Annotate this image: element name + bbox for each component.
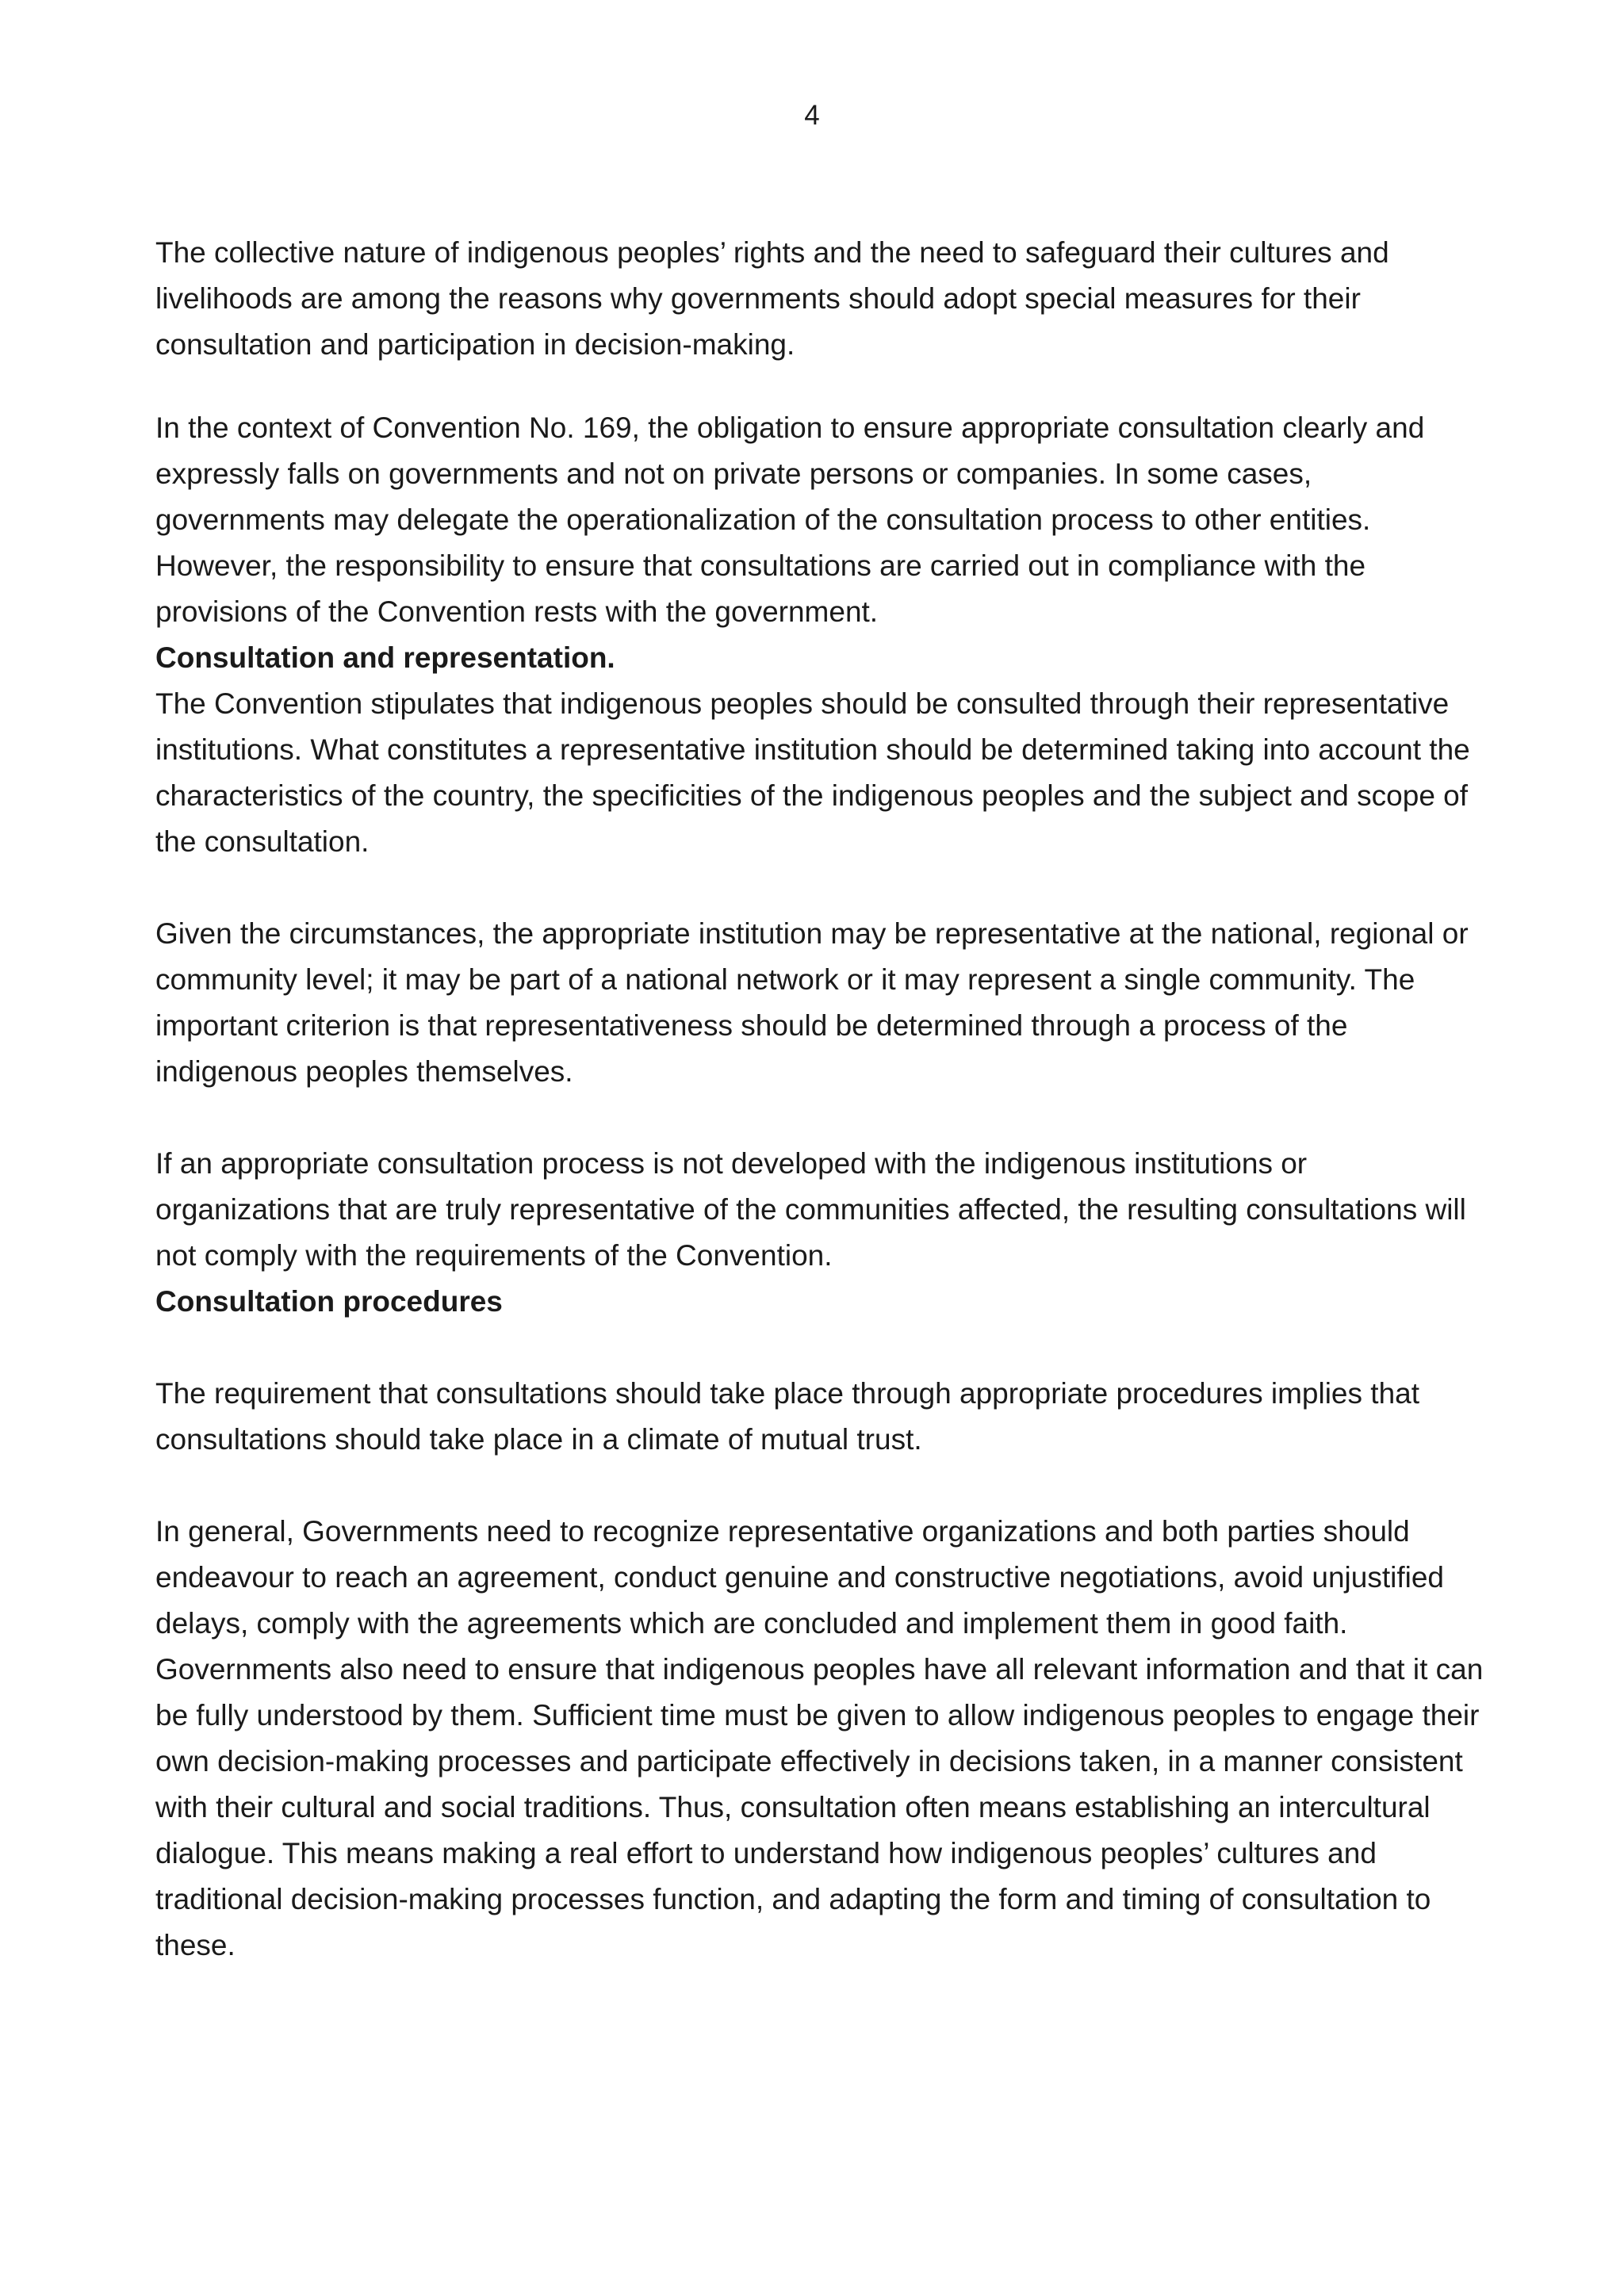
paragraph-good-faith: In general, Governments need to recognize representative organizations and both parties should endeavour to reach an agreement, conduct genuine and constructive negotiations, avoid unjustified delays, comply with the agreements which are concluded and implement them in good faith. Governments also need to ensure that indigenous peoples have all relevant information and that it can be fully understood by them. Sufficient time must be given to allow indigenous peoples to engage their own decision-making processes and participate effectively in decisions taken, in a manner consistent with their cultural and social traditions. Thus, consultation often means establishing an intercultural dialogue. This means making a real effort to understand how indigenous peoples’ cultures and traditional decision-making processes function, and adapting the form and timing of consultation to these. — [155, 1515, 1484, 1961]
section-heading-representation: Consultation and representation. — [155, 641, 615, 674]
section-heading-procedures: Consultation procedures — [155, 1285, 503, 1318]
paragraph-institution-levels: Given the circumstances, the appropriate institution may be representative at the national, regional or community level; it may be part of a national network or it may represent a single community. The important criterion is that representativeness should be determined through a process of the indigenous peoples themselves. — [155, 917, 1469, 1088]
paragraph-convention-obligation: In the context of Convention No. 169, the obligation to ensure appropriate consultation clearly and expressly falls on governments and not on private persons or companies. In some cases, governments may delegate the operationalization of the consultation process to other entities. However, the responsibility to ensure that consultations are carried out in compliance with the provisions of the Convention rests with the government. — [155, 411, 1425, 628]
paragraph-compliance: If an appropriate consultation process is not developed with the indigenous institutions or organizations that are truly representative of the communities affected, the resulting consultations will not comply with the requirements of the Convention. — [155, 1147, 1466, 1272]
paragraph-representative-institutions: The Convention stipulates that indigenous peoples should be consulted through their representative institutions. What constitutes a representative institution should be determined taking into account the characteristics of the country, the specificities of the indigenous peoples and the subject and scope of the consultation. — [155, 687, 1470, 858]
paragraph-mutual-trust: The requirement that consultations should take place through appropriate procedures implies that consultations should take place in a climate of mutual trust. — [155, 1377, 1419, 1456]
page-number: 4 — [804, 100, 820, 131]
paragraph-collective-rights: The collective nature of indigenous peoples’ rights and the need to safeguard their cultures and livelihoods are among the reasons why governments should adopt special measures for their consultation and participation in decision-making. — [155, 236, 1389, 361]
document-body — [155, 230, 1488, 1969]
